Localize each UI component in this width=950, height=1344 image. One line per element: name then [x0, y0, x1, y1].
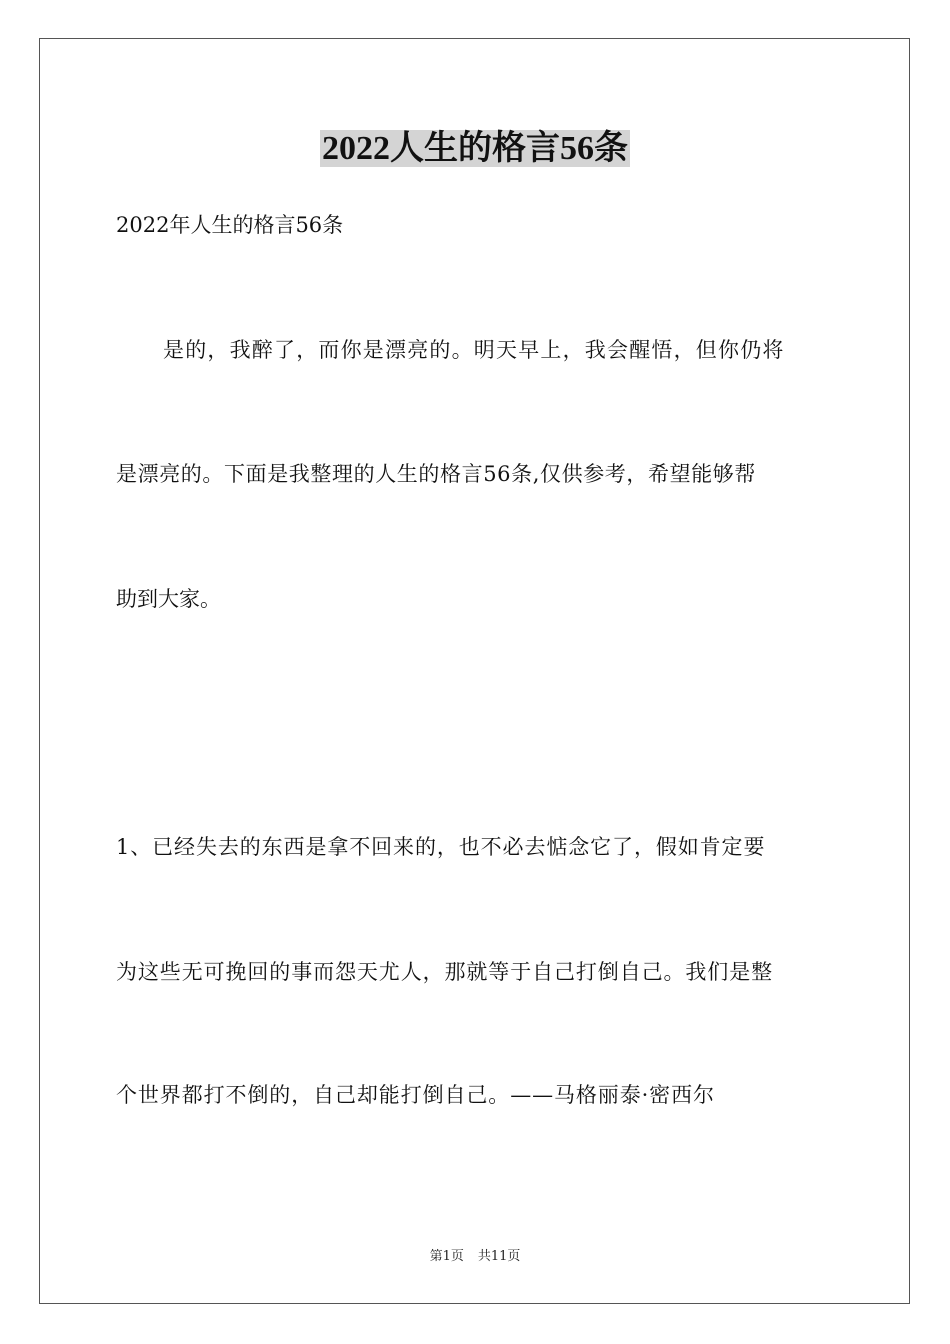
intro-line-3: 助到大家。 [116, 587, 221, 611]
quote-1-line-3: 个世界都打不倒的，自己却能打倒自己。——马格丽泰·密西尔 [116, 1083, 715, 1107]
document-title-text: 2022人生的格言56条 [322, 130, 628, 167]
document-title [0, 128, 950, 170]
quote-1-line-1: 1、已经失去的东西是拿不回来的，也不必去惦念它了，假如肯定要 [116, 835, 766, 859]
intro-line-1: 是的，我醉了，而你是漂亮的。明天早上，我会醒悟，但你仍将 [163, 338, 785, 362]
intro-line-2: 是漂亮的。下面是我整理的人生的格言56条,仅供参考，希望能够帮 [116, 462, 756, 486]
quote-1-line-2: 为这些无可挽回的事而怨天尤人，那就等于自己打倒自己。我们是整 [116, 960, 773, 984]
page-footer [0, 1248, 950, 1266]
page-total: 共11页 [477, 1249, 521, 1264]
document-subtitle: 2022年人生的格言56条 [116, 213, 344, 237]
page-number: 第1页 [429, 1249, 464, 1264]
